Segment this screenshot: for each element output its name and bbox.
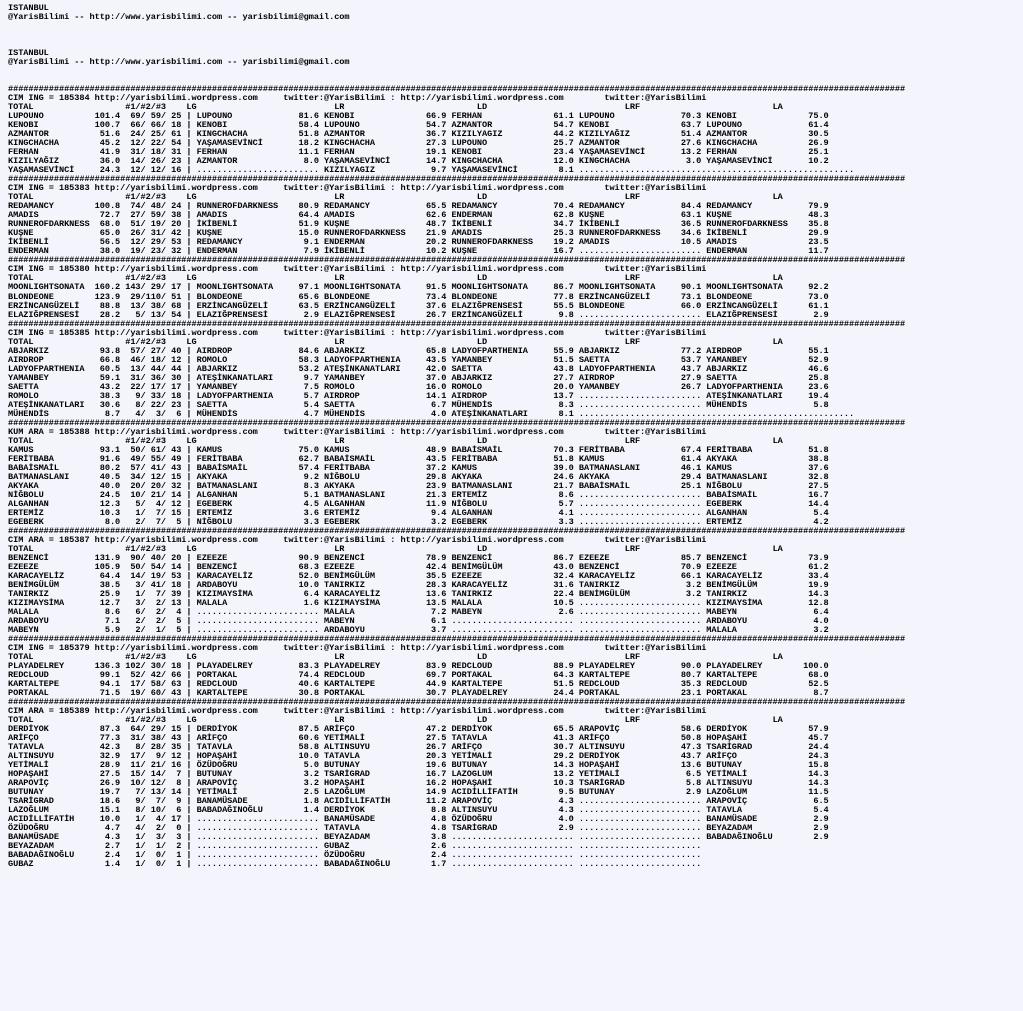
text-line: ENDERMAN 38.0 19/ 23/ 32 | ENDERMAN 7.9 İKİBENLİ 10.2 KUŞNE 16.7 ........................ ENDERMAN 11.7 <box>8 246 829 257</box>
text-line <box>8 22 1023 31</box>
text-line: KUM ARA = 185388 http://yarisbilimi.wordpress.com twitter:@YarisBilimi : http://yarisbilimi.wordpress.com twitter:@YarisBilimi <box>8 426 707 437</box>
text-line: BENİMGÜLÜM 38.5 3/ 41/ 18 | ARDABOYU 10.0 TANIRKIZ 28.3 KARACAYELİZ 31.6 TANIRKIZ 3.2 BENİMGÜLÜM 19.9 <box>8 580 829 590</box>
text-line: TOTAL #1/#2/#3 LG LR LD LRF LA <box>8 543 783 554</box>
text-line: TOTAL #1/#2/#3 LG LR LD LRF LA <box>8 715 783 726</box>
text-line: CIM ING = 185379 http://yarisbilimi.wordpress.com twitter:@YarisBilimi : http://yarisbilimi.wordpress.com twitter:@YarisBilimi <box>8 643 707 654</box>
text-line: RUNNEROFDARKNESS 68.0 51/ 19/ 20 | İKİBENLİ 51.9 KUŞNE 48.7 İKİBENLİ 34.7 İKİBENLİ 36.5 RUNNEROFDARKNESS 35.8 <box>8 219 829 230</box>
text-line: BATMANASLANI 40.5 34/ 12/ 15 | AKYAKA 9.2 NİĞBOLU 29.8 AKYAKA 24.6 AKYAKA 29.4 BATMANASLANI 32.8 <box>8 471 829 482</box>
text-line: BABADAĞINOĞLU 2.4 1/ 0/ 1 | ........................ ÖZÜDOĞRU 2.4 ........................ ........................ <box>8 850 702 861</box>
text-line: YETİMALİ 28.9 11/ 21/ 16 | ÖZÜDOĞRU 5.0 BUTUNAY 19.6 BUTUNAY 14.3 HOPAŞAHİ 13.6 BUTUNAY 15.8 <box>8 760 829 771</box>
text-line: ABJARKIZ 93.8 57/ 27/ 40 | AIRDROP 84.6 ABJARKIZ 65.8 LADYOFPARTHENIA 55.9 ABJARKIZ 77.2 AIRDROP 55.1 <box>8 345 829 356</box>
text-line: LAZOĞLUM 15.1 8/ 10/ 6 | BABADAĞINOĞLU 1.4 DERDİYOK 8.8 ALTINSUYU 4.3 ........................ TATAVLA 5.4 <box>8 805 829 816</box>
text-line: REDCLOUD 99.1 52/ 42/ 66 | PORTAKAL 74.4 REDCLOUD 69.7 PORTAKAL 64.3 KARTALTEPE 80.7 KARTALTEPE 68.0 <box>8 670 829 681</box>
text-line: ################################################################################################################################################################################ <box>8 84 906 95</box>
text-line: @YarisBilimi -- http://www.yarisbilimi.com -- yarisbilimi@gmail.com <box>8 12 350 23</box>
text-line: CIM ING = 185384 http://yarisbilimi.wordpress.com twitter:@YarisBilimi : http://yarisbilimi.wordpress.com twitter:@YarisBilimi <box>8 93 707 104</box>
text-line: TOTAL #1/#2/#3 LG LR LD LRF LA <box>8 102 783 113</box>
text-line: ACIDİLLİFATİH 10.0 1/ 4/ 17 | ........................ BANAMÜSADE 4.8 ÖZÜDOĞRU 4.0 ........................ BANAMÜSADE 2.9 <box>8 814 829 825</box>
text-line: YAMANBEY 59.1 31/ 36/ 30 | ATEŞİNKANATLARI 9.7 YAMANBEY 37.0 ABJARKIZ 27.7 AIRDROP 27.9 SAETTA 25.8 <box>8 372 829 383</box>
text-line: ATEŞİNKANATLARI 30.6 8/ 22/ 23 | SAETTA 5.4 SAETTA 6.7 MÜHENDİS 8.3 ........................ MÜHENDİS 5.8 <box>8 399 829 410</box>
text-line: ARİFÇO 77.3 31/ 38/ 43 | ARİFÇO 60.6 YETİMALİ 27.5 TATAVLA 41.3 ARİFÇO 50.8 HOPAŞAHİ 45.7 <box>8 733 829 744</box>
text-line: CIM ING = 185385 http://yarisbilimi.wordpress.com twitter:@YarisBilimi : http://yarisbilimi.wordpress.com twitter:@YarisBilimi <box>8 327 707 338</box>
text-line: TOTAL #1/#2/#3 LG LR LD LRF LA <box>8 273 783 284</box>
text-line: CIM ARA = 185387 http://yarisbilimi.wordpress.com twitter:@YarisBilimi : http://yarisbilimi.wordpress.com twitter:@YarisBilimi <box>8 534 707 545</box>
text-line: AKYAKA 40.0 20/ 20/ 32 | BATMANASLANI 8.3 AKYAKA 23.9 BATMANASLANI 21.7 BABAİSMAİL 25.1 NİĞBOLU 27.5 <box>8 480 829 491</box>
text-line: ################################################################################################################################################################################ <box>8 525 906 536</box>
text-line: TOTAL #1/#2/#3 LG LR LD LRF LA <box>8 435 783 446</box>
text-line: @YarisBilimi -- http://www.yarisbilimi.com -- yarisbilimi@gmail.com <box>8 57 350 68</box>
text-line: EZEEZE 105.9 50/ 54/ 14 | BENZENCİ 68.3 EZEEZE 42.4 BENİMGÜLÜM 43.0 BENZENCİ 70.9 EZEEZE 61.2 <box>8 561 829 572</box>
text-line: AIRDROP 66.8 46/ 18/ 12 | ROMOLO 58.3 LADYOFPARTHENIA 43.5 YAMANBEY 51.5 SAETTA 53.7 YAMANBEY 52.9 <box>8 354 829 365</box>
text-line: SAETTA 43.2 22/ 17/ 17 | YAMANBEY 7.5 ROMOLO 16.0 ROMOLO 20.0 YAMANBEY 26.7 LADYOFPARTHENIA 23.6 <box>8 381 829 392</box>
text-line: BENZENCİ 131.9 90/ 40/ 20 | EZEEZE 90.9 BENZENCİ 78.9 BENZENCİ 86.7 EZEEZE 85.7 BENZENCİ 73.9 <box>8 552 829 563</box>
text-line: PLAYADELREY 136.3 102/ 30/ 18 | PLAYADELREY 83.3 PLAYADELREY 83.9 REDCLOUD 88.9 PLAYADELREY 90.0 PLAYADELREY 100.0 <box>8 661 829 672</box>
text-line: YAŞAMASEVİNCİ 24.3 12/ 12/ 16 | ........................ KIZILYAGIZ 9.7 YAŞAMASEVİNCİ 8.1 ...................................................... <box>8 165 855 176</box>
text-line: BUTUNAY 19.7 7/ 13/ 14 | YETİMALİ 2.5 LAZOĞLUM 14.9 ACIDİLLİFATİH 9.5 BUTUNAY 2.9 LAZOĞLUM 11.5 <box>8 787 829 798</box>
text-line: KARTALTEPE 94.1 17/ 58/ 63 | REDCLOUD 40.6 KARTALTEPE 44.9 KARTALTEPE 51.5 REDCLOUD 35.3 REDCLOUD 52.5 <box>8 679 829 690</box>
text-line: ERTEMİZ 10.3 1/ 7/ 15 | ERTEMİZ 3.6 ERTEMİZ 9.4 ALGANHAN 4.1 ........................ ALGANHAN 5.4 <box>8 507 829 518</box>
text-line: TSARİGRAD 18.6 9/ 7/ 9 | BANAMÜSADE 1.8 ACIDİLLİFATİH 11.2 ARAPOVİÇ 4.3 ........................ ARAPOVİÇ 6.5 <box>8 796 829 807</box>
text-line: AZMANTOR 51.6 24/ 25/ 61 | KINGCHACHA 51.8 AZMANTOR 36.7 KIZILYAGIZ 44.2 KIZILYAĞIZ 51.4 AZMANTOR 30.5 <box>8 129 829 140</box>
text-line: ################################################################################################################################################################################ <box>8 417 906 428</box>
text-line: MABEYN 5.9 2/ 1/ 5 | ........................ ARDABOYU 3.7 ........................ ........................ MALALA 3.2 <box>8 625 829 636</box>
text-line: ALTINSUYU 32.9 17/ 9/ 12 | HOPAŞAHİ 10.0 TATAVLA 20.3 YETİMALİ 29.2 DERDİYOK 43.7 ARİFÇO 24.3 <box>8 751 829 762</box>
text-line: ROMOLO 38.3 9/ 33/ 18 | LADYOFPARTHENIA 5.7 AIRDROP 14.1 AIRDROP 13.7 ........................ ATEŞİNKANATLARI 19.4 <box>8 390 829 401</box>
text-line: AMADIS 72.7 27/ 59/ 38 | AMADIS 64.4 AMADIS 62.6 ENDERMAN 62.8 KUŞNE 63.1 KUŞNE 48.3 <box>8 210 829 221</box>
text-line: ÖZÜDOĞRU 4.7 4/ 2/ 0 | ........................ TATAVLA 4.8 TSARİGRAD 2.9 ........................ BEYAZADAM 2.9 <box>8 823 829 834</box>
text-line: GUBAZ 1.4 1/ 0/ 1 | ........................ BABADAĞINOĞLU 1.7 ........................ ........................ <box>8 859 702 870</box>
text-line <box>8 40 1023 49</box>
text-line: KIZILYAĞIZ 36.0 14/ 26/ 23 | AZMANTOR 8.0 YAŞAMASEVİNCİ 14.7 KINGCHACHA 12.0 KINGCHACHA 3.0 YAŞAMASEVİNCİ 10.2 <box>8 156 829 167</box>
text-line: ELAZIĞPRENSESİ 28.2 5/ 13/ 54 | ELAZIĞPRENSESİ 2.9 ELAZIĞPRENSESİ 26.7 ERZİNCANGÜZELİ 9.8 ........................ ELAZIĞPRENSESİ 2.9 <box>8 309 829 320</box>
text-line: ################################################################################################################################################################################ <box>8 174 906 185</box>
text-line: ################################################################################################################################################################################ <box>8 255 906 266</box>
text-line <box>8 67 1023 76</box>
text-line: TATAVLA 42.3 8/ 28/ 35 | TATAVLA 58.8 ALTINSUYU 26.7 ARİFÇO 30.7 ALTINSUYU 47.3 TSARİGRAD 24.4 <box>8 742 829 753</box>
text-line: ################################################################################################################################################################################ <box>8 318 906 329</box>
text-line: FERHAN 41.9 31/ 18/ 31 | FERHAN 11.1 FERHAN 19.1 KENOBI 23.4 YAŞAMASEVİNCİ 13.2 FERHAN 25.1 <box>8 147 829 158</box>
text-line <box>8 31 1023 40</box>
text-line: CIM ING = 185380 http://yarisbilimi.wordpress.com twitter:@YarisBilimi : http://yarisbilimi.wordpress.com twitter:@YarisBilimi <box>8 264 707 275</box>
text-line: BLONDEONE 123.9 29/110/ 51 | BLONDEONE 65.6 BLONDEONE 73.4 BLONDEONE 77.8 ERZİNCANGÜZELİ 73.1 BLONDEONE 73.0 <box>8 291 829 302</box>
text-line: KENOBI 100.7 66/ 66/ 18 | KENOBI 58.4 LUPOUNO 54.7 AZMANTOR 54.7 KENOBI 63.7 LUPOUNO 61.4 <box>8 120 829 131</box>
text-line: ISTANBUL <box>8 48 49 59</box>
text-line: LUPOUNO 101.4 69/ 59/ 25 | LUPOUNO 81.6 KENOBI 66.9 FERHAN 61.1 LUPOUNO 70.3 KENOBI 75.0 <box>8 111 829 122</box>
text-line: BANAMÜSADE 4.3 1/ 3/ 3 | ........................ BEYAZADAM 3.8 ........................ ........................ BABADAĞINOĞLU 2.9 <box>8 832 829 843</box>
text-line: NİĞBOLU 24.5 10/ 21/ 14 | ALGANHAN 5.1 BATMANASLANI 21.3 ERTEMİZ 8.6 ........................ BABAİSMAİL 16.7 <box>8 489 829 500</box>
text-line: İKİBENLİ 56.5 12/ 29/ 53 | REDAMANCY 9.1 ENDERMAN 20.2 RUNNEROFDARKNESS 19.2 AMADIS 10.5 AMADIS 23.5 <box>8 237 829 248</box>
text-line: LADYOFPARTHENIA 60.5 13/ 44/ 44 | ABJARKIZ 53.2 ATEŞİNKANATLARI 42.0 SAETTA 43.8 LADYOFPARTHENIA 43.7 ABJARKIZ 46.6 <box>8 363 829 374</box>
text-line: BEYAZADAM 2.7 1/ 1/ 2 | ........................ GUBAZ 2.6 ........................ ........................ <box>8 841 702 852</box>
text-line: TANIRKIZ 25.9 1/ 7/ 39 | KIZIMAYSİMA 6.4 KARACAYELİZ 13.6 TANIRKIZ 22.4 BENİMGÜLÜM 3.2 TANIRKIZ 14.3 <box>8 589 829 600</box>
text-line: TOTAL #1/#2/#3 LG LR LD LRF LA <box>8 192 783 203</box>
text-line: KINGCHACHA 45.2 12/ 22/ 54 | YAŞAMASEVİNCİ 18.2 KINGCHACHA 27.3 LUPOUNO 25.7 AZMANTOR 27.6 KINGCHACHA 26.9 <box>8 138 829 149</box>
text-line: ERZİNCANGÜZELİ 88.8 13/ 38/ 68 | ERZİNCANGÜZELİ 63.5 ERZİNCANGÜZELİ 37.6 ELAZIĞPRENSESİ 55.5 BLONDEONE 66.0 ERZİNCANGÜZELİ 61.1 <box>8 300 829 311</box>
text-line: PORTAKAL 71.5 19/ 60/ 43 | KARTALTEPE 30.8 PORTAKAL 30.7 PLAYADELREY 24.4 PORTAKAL 23.1 PORTAKAL 8.7 <box>8 688 829 699</box>
text-line: CIM ING = 185383 http://yarisbilimi.wordpress.com twitter:@YarisBilimi : http://yarisbilimi.wordpress.com twitter:@YarisBilimi <box>8 183 707 194</box>
text-line: ################################################################################################################################################################################ <box>8 634 906 645</box>
text-line: KARACAYELİZ 64.4 14/ 19/ 53 | KARACAYELİZ 52.0 BENİMGÜLÜM 35.5 EZEEZE 32.4 KARACAYELİZ 66.1 KARACAYELİZ 33.4 <box>8 570 829 581</box>
text-line: KAMUS 93.1 50/ 61/ 43 | KAMUS 75.0 KAMUS 48.9 BABAİSMAİL 70.3 FERİTBABA 67.4 FERİTBABA 51.8 <box>8 444 829 455</box>
text-line: DERDİYOK 87.3 64/ 29/ 15 | DERDİYOK 87.5 ARİFÇO 47.2 DERDİYOK 65.5 ARAPOVİÇ 58.6 DERDİYOK 57.9 <box>8 724 829 735</box>
text-line: MALALA 8.6 6/ 2/ 4 | ........................ MALALA 7.2 MABEYN 2.6 ........................ MABEYN 6.4 <box>8 607 829 618</box>
text-line: REDAMANCY 100.8 74/ 48/ 24 | RUNNEROFDARKNESS 80.9 REDAMANCY 65.5 REDAMANCY 70.4 REDAMANCY 84.4 REDAMANCY 79.9 <box>8 201 829 212</box>
text-line: EGEBERK 8.0 2/ 7/ 5 | NİĞBOLU 3.3 EGEBERK 3.2 EGEBERK 3.3 ........................ ERTEMİZ 4.2 <box>8 516 829 527</box>
text-line: ARDABOYU 7.1 2/ 2/ 5 | ........................ MABEYN 6.1 ........................ ........................ ARDABOYU 4.0 <box>8 616 829 627</box>
text-line: ARAPOVİÇ 26.9 10/ 12/ 8 | ARAPOVİÇ 3.2 HOPAŞAHİ 16.2 HOPAŞAHİ 10.3 TSARİGRAD 5.8 ALTINSUYU 14.3 <box>8 778 829 789</box>
text-line: KUŞNE 65.0 26/ 31/ 42 | KUŞNE 15.0 RUNNEROFDARKNESS 21.9 AMADIS 25.3 RUNNEROFDARKNESS 34.6 İKİBENLİ 29.9 <box>8 228 829 239</box>
text-line: HOPAŞAHİ 27.5 15/ 14/ 7 | BUTUNAY 3.2 TSARİGRAD 16.7 LAZOGLUM 13.2 YETİMALİ 6.5 YETİMALİ 14.3 <box>8 769 829 780</box>
text-line: BABAİSMAİL 80.2 57/ 41/ 43 | BABAİSMAİL 57.4 FERİTBABA 37.2 KAMUS 39.0 BATMANASLANI 46.1 KAMUS 37.6 <box>8 462 829 473</box>
text-line: MÜHENDİS 8.7 4/ 3/ 6 | MÜHENDİS 4.7 MÜHENDİS 4.0 ATEŞİNKANATLARI 8.1 ...................................................... <box>8 408 855 419</box>
text-line: TOTAL #1/#2/#3 LG LR LD LRF LA <box>8 652 783 663</box>
text-line: ISTANBUL <box>8 3 49 13</box>
text-line: TOTAL #1/#2/#3 LG LR LD LRF LA <box>8 336 783 347</box>
text-line: MOONLIGHTSONATA 160.2 143/ 29/ 17 | MOONLIGHTSONATA 97.1 MOONLIGHTSONATA 91.5 MOONLIGHTSONATA 86.7 MOONLIGHTSONATA 90.1 MOONLIGHTSONATA 92.2 <box>8 282 829 293</box>
text-line: CIM ARA = 185389 http://yarisbilimi.wordpress.com twitter:@YarisBilimi : http://yarisbilimi.wordpress.com twitter:@YarisBilimi <box>8 706 707 717</box>
text-line: ALGANHAN 12.3 5/ 4/ 12 | EGEBERK 4.5 ALGANHAN 11.9 NİĞBOLU 5.7 ........................ EGEBERK 14.4 <box>8 498 829 509</box>
text-line: KIZIMAYSİMA 12.7 3/ 2/ 13 | MALALA 1.6 KIZIMAYSİMA 13.5 MALALA 10.5 ........................ KIZIMAYSİMA 12.8 <box>8 598 829 609</box>
text-line: FERİTBABA 91.6 49/ 55/ 49 | FERİTBABA 62.7 BABAİSMAİL 43.5 FERİTBABA 51.8 KAMUS 61.4 AKYAKA 38.8 <box>8 453 829 464</box>
text-line: ################################################################################################################################################################################ <box>8 697 906 708</box>
